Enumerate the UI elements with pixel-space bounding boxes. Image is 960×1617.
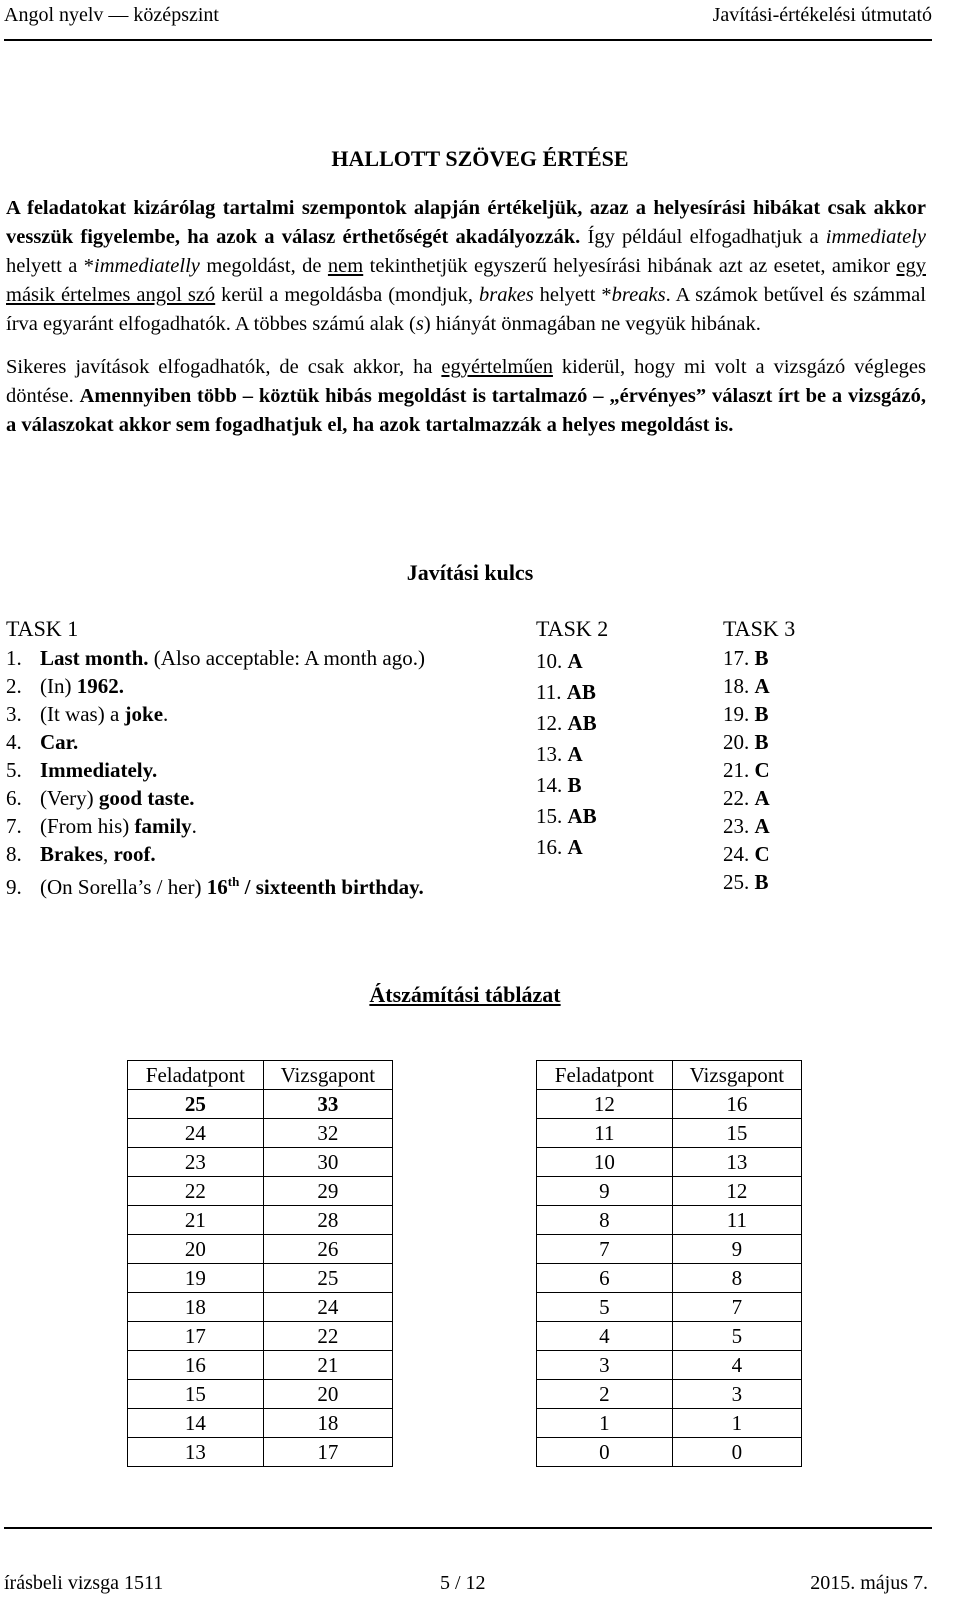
- cell-vizsgapont: 7: [672, 1293, 801, 1322]
- col-header-vizsgapont: Vizsgapont: [672, 1061, 801, 1090]
- answer-number: 15.: [536, 804, 563, 828]
- header-right: Javítási-értékelési útmutató: [712, 4, 932, 26]
- footer-date: 2015. május 7.: [810, 1572, 928, 1594]
- answer-row: [6, 672, 425, 700]
- answer-key: 1962.: [76, 674, 124, 698]
- answer-key: Immediately.: [40, 758, 158, 782]
- answer-key: A: [567, 742, 583, 766]
- answer-row: [6, 840, 425, 868]
- table-row: [128, 1177, 393, 1206]
- task1-title: TASK 1: [6, 616, 79, 641]
- answer-key: good taste.: [98, 786, 195, 810]
- header-divider: [4, 39, 932, 41]
- cell-vizsgapont: 20: [263, 1380, 392, 1409]
- answer-row: [6, 868, 425, 899]
- para1-italic: breaks: [611, 284, 666, 306]
- cell-vizsgapont: 26: [263, 1235, 392, 1264]
- task2-list: [536, 646, 597, 863]
- table-row: [537, 1119, 802, 1148]
- table-row: [128, 1322, 393, 1351]
- answer-row: [723, 756, 770, 784]
- answer-row: [6, 756, 425, 784]
- answer-superscript: th: [227, 874, 240, 889]
- col-header-vizsgapont: Vizsgapont: [263, 1061, 392, 1090]
- table-row: [537, 1148, 802, 1177]
- table-row: [537, 1351, 802, 1380]
- answer-key: Brakes: [40, 842, 103, 866]
- answer-key: B: [754, 730, 769, 754]
- cell-vizsgapont: 21: [263, 1351, 392, 1380]
- answer-suffix: ,: [103, 842, 114, 866]
- cell-vizsgapont: 8: [672, 1264, 801, 1293]
- answer-suffix: .: [191, 814, 197, 838]
- cell-feladatpont: 22: [128, 1177, 264, 1206]
- cell-vizsgapont: 11: [672, 1206, 801, 1235]
- table-row: [537, 1177, 802, 1206]
- cell-vizsgapont: 1: [672, 1409, 801, 1438]
- table-row: [128, 1264, 393, 1293]
- answer-row: [723, 868, 770, 896]
- table-row: [128, 1409, 393, 1438]
- answer-key: B: [754, 870, 769, 894]
- answer-key: A: [567, 835, 583, 859]
- answer-number: 2.: [6, 674, 22, 698]
- answer-key: AB: [567, 711, 597, 735]
- cell-feladatpont: 0: [537, 1438, 673, 1467]
- header-left: Angol nyelv — középszint: [4, 4, 219, 26]
- cell-feladatpont: 1: [537, 1409, 673, 1438]
- col-header-feladatpont: Feladatpont: [537, 1061, 673, 1090]
- answer-row: [536, 646, 597, 677]
- answer-row: [723, 840, 770, 868]
- answer-row: [6, 644, 425, 672]
- answer-number: 25.: [723, 870, 750, 894]
- answer-row: [6, 812, 425, 840]
- answer-number: 20.: [723, 730, 750, 754]
- answer-number: 5.: [6, 758, 22, 782]
- cell-vizsgapont: 3: [672, 1380, 801, 1409]
- cell-feladatpont: 6: [537, 1264, 673, 1293]
- table-row: [128, 1206, 393, 1235]
- instructions: [6, 194, 926, 440]
- answer-number: 4.: [6, 730, 22, 754]
- cell-feladatpont: 8: [537, 1206, 673, 1235]
- footer-divider: [4, 1527, 932, 1529]
- answer-number: 18.: [723, 674, 750, 698]
- answer-key: C: [754, 842, 770, 866]
- cell-feladatpont: 11: [537, 1119, 673, 1148]
- table-row: [537, 1090, 802, 1119]
- answer-key: A: [567, 649, 583, 673]
- table-row: [537, 1322, 802, 1351]
- cell-vizsgapont: 25: [263, 1264, 392, 1293]
- para1-italic: immediately: [825, 226, 926, 248]
- cell-vizsgapont: 0: [672, 1438, 801, 1467]
- answer-row: [723, 812, 770, 840]
- cell-feladatpont: 9: [537, 1177, 673, 1206]
- para1-underline: egy másik értelmes angol szó: [6, 255, 926, 306]
- answer-key: B: [567, 773, 582, 797]
- answer-number: 22.: [723, 786, 750, 810]
- para1-text: helyett *: [533, 284, 612, 306]
- cell-feladatpont: 2: [537, 1380, 673, 1409]
- key-title: Javítási kulcs: [406, 560, 534, 585]
- cell-feladatpont: 12: [537, 1090, 673, 1119]
- answer-prefix: (From his): [40, 814, 135, 838]
- answer-row: [536, 708, 597, 739]
- table-row: [537, 1380, 802, 1409]
- cell-feladatpont: 7: [537, 1235, 673, 1264]
- para1-underline: nem: [327, 255, 364, 277]
- answer-number: 16.: [536, 835, 563, 859]
- cell-vizsgapont: 28: [263, 1206, 392, 1235]
- para2-text: kiderül, hogy mi volt a vizsgázó végleges döntése.: [6, 356, 926, 407]
- cell-feladatpont: 24: [128, 1119, 264, 1148]
- answer-number: 6.: [6, 786, 22, 810]
- table-row: [128, 1351, 393, 1380]
- para2-underline: egyértelműen: [441, 356, 553, 378]
- cell-vizsgapont: 4: [672, 1351, 801, 1380]
- key-title-wrap: [0, 560, 940, 586]
- table-row: [128, 1380, 393, 1409]
- cell-vizsgapont: 30: [263, 1148, 392, 1177]
- table-row: [537, 1235, 802, 1264]
- answer-number: 10.: [536, 649, 563, 673]
- paragraph-2: [6, 353, 926, 440]
- answer-row: [723, 644, 770, 672]
- cell-vizsgapont: 13: [672, 1148, 801, 1177]
- cell-feladatpont: 15: [128, 1380, 264, 1409]
- conversion-table-left: [127, 1060, 393, 1467]
- answer-key: family: [134, 814, 192, 838]
- answer-number: 3.: [6, 702, 22, 726]
- answer-prefix: (Very): [40, 786, 99, 810]
- table-row: [128, 1148, 393, 1177]
- table-row: [537, 1293, 802, 1322]
- answer-key: A: [754, 814, 770, 838]
- table-row: [128, 1090, 393, 1119]
- cell-feladatpont: 23: [128, 1148, 264, 1177]
- answer-number: 17.: [723, 646, 750, 670]
- answer-number: 11.: [536, 680, 562, 704]
- cell-vizsgapont: 33: [263, 1090, 392, 1119]
- paragraph-1: [6, 194, 926, 339]
- cell-vizsgapont: 9: [672, 1235, 801, 1264]
- task3-list: [723, 644, 770, 896]
- para1-text: ) hiányát önmagában ne vegyük hibának.: [423, 313, 761, 335]
- answer-key: roof.: [113, 842, 156, 866]
- answer-key: Last month.: [40, 646, 149, 670]
- answer-row: [536, 801, 597, 832]
- para1-italic: immediatelly: [94, 255, 200, 277]
- table-row: [537, 1438, 802, 1467]
- answer-row: [536, 770, 597, 801]
- answer-suffix: (Also acceptable: A month ago.): [148, 646, 425, 670]
- para1-text: kerül a megoldásba (mondjuk,: [215, 284, 480, 306]
- para1-text: . A számok betűvel és számmal írva egyaránt elfogadhatók. A többes számú alak (: [6, 284, 926, 335]
- section-title: HALLOTT SZÖVEG ÉRTÉSE: [331, 146, 629, 171]
- answer-suffix: .: [163, 702, 169, 726]
- para1-text: megoldást, de: [199, 255, 328, 277]
- cell-feladatpont: 13: [128, 1438, 264, 1467]
- answer-row: [536, 832, 597, 863]
- para2-bold: Amennyiben több – köztük hibás megoldást is tartalmazó – „érvényes” választ írt be a vizsgázó, a válaszokat akkor sem fogadhatjuk el, ha azok tartalmazzák a helyes megoldást is.: [6, 385, 927, 436]
- conv-title: Átszámítási táblázat: [369, 982, 561, 1007]
- answer-key: B: [754, 646, 769, 670]
- answer-number: 9.: [6, 875, 22, 899]
- answer-row: [536, 677, 597, 708]
- answer-key: / sixteenth birthday.: [239, 875, 424, 899]
- cell-feladatpont: 21: [128, 1206, 264, 1235]
- para1-text: Így például elfogadhatjuk a: [580, 226, 826, 248]
- para1-text: helyett a *: [6, 255, 94, 277]
- answer-number: 21.: [723, 758, 750, 782]
- cell-feladatpont: 20: [128, 1235, 264, 1264]
- para2-text: Sikeres javítások elfogadhatók, de csak akkor, ha: [6, 356, 442, 378]
- answer-prefix: (On Sorella’s / her): [40, 875, 207, 899]
- task3-title: TASK 3: [723, 616, 796, 641]
- answer-key: B: [754, 702, 769, 726]
- cell-vizsgapont: 16: [672, 1090, 801, 1119]
- conversion-table-right: [536, 1060, 802, 1467]
- answer-row: [6, 700, 425, 728]
- cell-feladatpont: 3: [537, 1351, 673, 1380]
- cell-vizsgapont: 5: [672, 1322, 801, 1351]
- answer-row: [536, 739, 597, 770]
- task1-list: [6, 644, 425, 899]
- cell-vizsgapont: 17: [263, 1438, 392, 1467]
- answer-row: [6, 784, 425, 812]
- cell-feladatpont: 19: [128, 1264, 264, 1293]
- task2-title: TASK 2: [536, 616, 609, 641]
- table-row: [537, 1206, 802, 1235]
- answer-number: 19.: [723, 702, 750, 726]
- col-header-feladatpont: Feladatpont: [128, 1061, 264, 1090]
- answer-row: [723, 672, 770, 700]
- cell-vizsgapont: 32: [263, 1119, 392, 1148]
- answer-row: [723, 784, 770, 812]
- answer-key: AB: [567, 804, 597, 828]
- answer-number: 1.: [6, 646, 22, 670]
- table-row: [128, 1293, 393, 1322]
- answer-key: A: [754, 674, 770, 698]
- cell-feladatpont: 5: [537, 1293, 673, 1322]
- conv-title-wrap: [0, 982, 930, 1008]
- cell-feladatpont: 17: [128, 1322, 264, 1351]
- footer-page: 5 / 12: [440, 1572, 486, 1594]
- footer-left: írásbeli vizsga 1511: [4, 1572, 164, 1594]
- table-row: [537, 1264, 802, 1293]
- para1-text: tekinthetjük egyszerű helyesírási hibának azt az esetet, amikor: [363, 255, 897, 277]
- cell-vizsgapont: 15: [672, 1119, 801, 1148]
- answer-prefix: (It was) a: [40, 702, 125, 726]
- cell-vizsgapont: 22: [263, 1322, 392, 1351]
- answer-key: joke: [124, 702, 164, 726]
- table-row: [128, 1119, 393, 1148]
- answer-number: 13.: [536, 742, 563, 766]
- cell-feladatpont: 10: [537, 1148, 673, 1177]
- cell-vizsgapont: 24: [263, 1293, 392, 1322]
- table-row: [128, 1235, 393, 1264]
- answer-key: 16: [206, 875, 228, 899]
- cell-feladatpont: 25: [128, 1090, 264, 1119]
- cell-vizsgapont: 12: [672, 1177, 801, 1206]
- cell-feladatpont: 14: [128, 1409, 264, 1438]
- answer-number: 24.: [723, 842, 750, 866]
- para1-italic: s: [415, 313, 424, 335]
- cell-vizsgapont: 18: [263, 1409, 392, 1438]
- table-row: [537, 1409, 802, 1438]
- answer-number: 14.: [536, 773, 563, 797]
- answer-row: [723, 728, 770, 756]
- answer-number: 8.: [6, 842, 22, 866]
- answer-number: 23.: [723, 814, 750, 838]
- answer-number: 12.: [536, 711, 563, 735]
- para1-bold: A feladatokat kizárólag tartalmi szempontok alapján értékeljük, azaz a helyesírási hibákat csak akkor vesszük figyelembe, ha azok a válasz érthetőségét akadályozzák.: [6, 197, 926, 248]
- answer-row: [6, 728, 425, 756]
- answer-key: C: [754, 758, 770, 782]
- answer-prefix: (In): [40, 674, 77, 698]
- para1-italic: brakes: [479, 284, 534, 306]
- table-row: [128, 1438, 393, 1467]
- answer-number: 7.: [6, 814, 22, 838]
- cell-feladatpont: 18: [128, 1293, 264, 1322]
- cell-feladatpont: 16: [128, 1351, 264, 1380]
- answer-key: AB: [566, 680, 596, 704]
- answer-key: Car.: [40, 730, 79, 754]
- answer-row: [723, 700, 770, 728]
- cell-vizsgapont: 29: [263, 1177, 392, 1206]
- cell-feladatpont: 4: [537, 1322, 673, 1351]
- answer-key: A: [754, 786, 770, 810]
